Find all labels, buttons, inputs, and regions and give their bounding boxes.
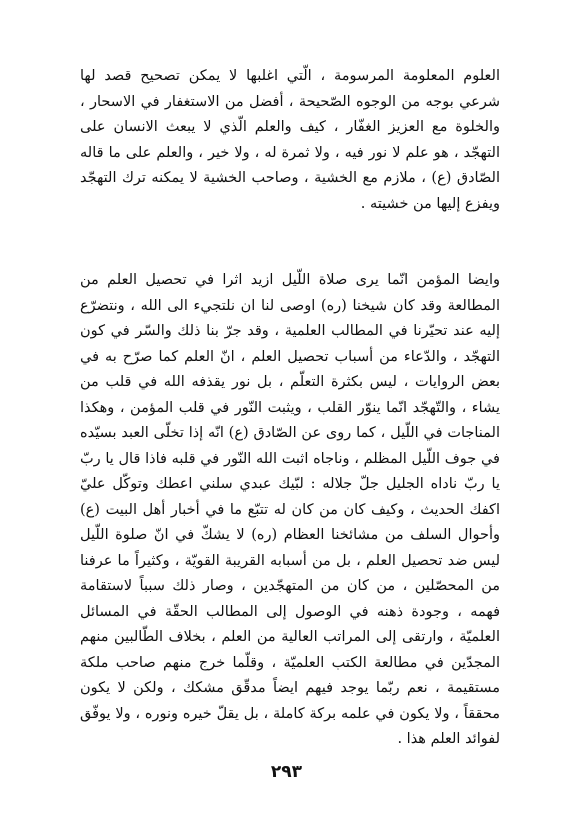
paragraph-1: العلوم المعلومة المرسومة ، الّتي اغلبها لا يمكن تصحيح قصد لها شرعي بوجه من الوجوه الصّحيحة ، أفضل من الاستغفار في الاسحار ، والخلوة مع العزيز الغفّار ، كيف والعلم الّذي لا يبعث الانسان على التهجّد ، هو علم لا نور فيه ، ولا ثمرة له ، ولا خير ، والعلم على ما قاله الصّادق (ع) ، ملازم مع الخشية ، وصاحب الخشية لا يمكنه ترك التهجّد ويفزع إليها من خشيته . (80, 68, 500, 212)
page-number: ٢٩٣ (270, 762, 303, 782)
paragraph-2: وايضا المؤمن انّما يرى صلاة اللّيل ازيد اثرا في تحصيل العلم من المطالعة وقد كان شيخنا (ره) اوصى لنا ان نلتجيء الى الله ، ونتضرّع إليه عند تحيّرنا في المطالب العلمية ، وقد جرّ بنا ذلك والسّر في كون التهجّد ، والدّعاء من أسباب تحصيل العلم ، انّ العلم كما صرّح به في بعض الروايات ، ليس بكثرة التعلّم ، بل نور يقذفه الله في قلب من يشاء ، والتّهجّد انّما ينوّر القلب ، ويثبت النّور في قلب المؤمن ، وهكذا المناجات في اللّيل ، كما روى عن الصّادق (ع) انّه إذا تخلّى العبد بسيّده في جوف اللّيل المظلم ، وناجاه اثبت الله النّور في قلبه فاذا قال يا ربّ يا ربّ ناداه الجليل جلّ جلاله : لبّيك عبدي سلني اعطك وتوكّل عليّ اكفك الحديث ، وكيف كان من كان له تتبّع ما في أخبار أهل البيت (ع) وأحوال السلف من مشائخنا العظام (ره) لا يشكّ في انّ صلوة اللّيل ليس ضد تحصيل العلم ، بل من أسبابه القريبة القويّة ، وكثيراً ما عرفنا من المحصّلين ، من كان من المتهجّدين ، وصار ذلك سبباً لاستقامة فهمه ، وجودة ذهنه في الوصول إلى المطالب الحقّة في المسائل العلميّة ، وارتقى إلى المراتب العالية من العلم ، بخلاف الطّالبين منهم المجدّين في مطالعة الكتب العلميّة ، وقلّما خرج منهم صاحب ملكة مستقيمة ، نعم ربّما يوجد فيهم ايضاً مدقّق مشكك ، ولكن لا يكون محققاً ، ولا يكون في علمه بركة كاملة ، بل يقلّ خيره ونوره ، ولا يوفّق لفوائد العلم هذا . (80, 272, 500, 747)
